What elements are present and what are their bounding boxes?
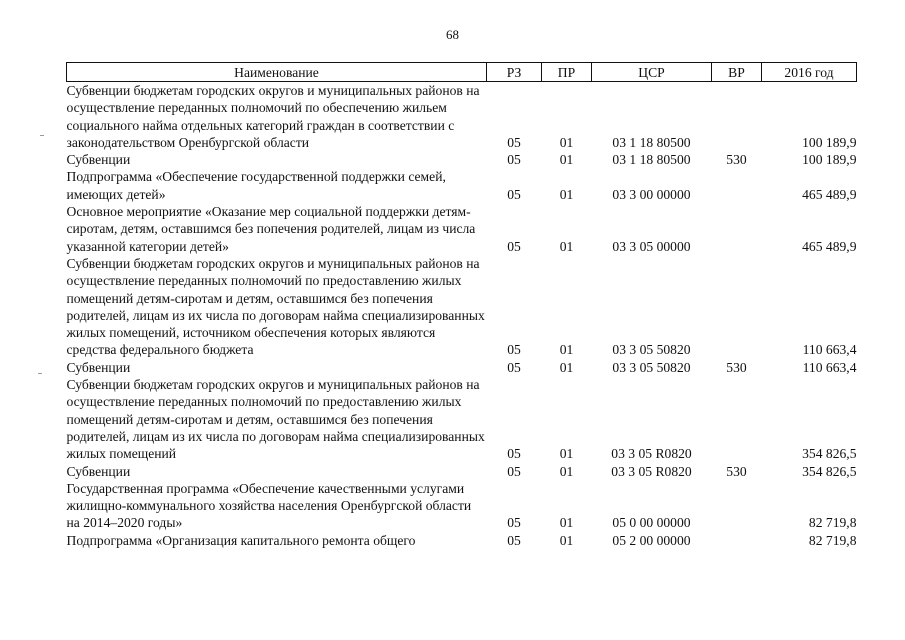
row-name: Подпрограмма «Организация капитального ремонта общего — [66, 532, 416, 548]
row-pr: 01 — [559, 532, 574, 548]
row-rz: 05 — [507, 463, 521, 479]
table-row — [67, 359, 857, 376]
row-csr: 03 1 18 80500 — [612, 152, 691, 168]
row-vr — [712, 532, 762, 549]
row-rz: 05 — [507, 532, 521, 548]
row-vr — [712, 203, 762, 255]
row-name: Субвенции — [66, 359, 131, 375]
row-pr: 01 — [559, 463, 574, 479]
row-rz: 05 — [507, 186, 521, 202]
row-rz: 05 — [507, 134, 521, 150]
row-csr: 03 3 05 R0820 — [611, 463, 692, 479]
row-amount: 354 826,5 — [802, 463, 857, 479]
row-pr: 01 — [559, 134, 574, 150]
row-name: Субвенции — [66, 463, 131, 479]
scan-artifact-mark — [40, 135, 44, 136]
row-csr: 03 1 18 80500 — [612, 134, 691, 150]
row-csr: 03 3 05 50820 — [612, 342, 691, 358]
table-body — [67, 82, 857, 550]
row-amount: 110 663,4 — [802, 342, 857, 358]
table-row — [67, 151, 857, 168]
row-csr: 03 3 05 R0820 — [611, 446, 692, 462]
row-amount: 354 826,5 — [802, 446, 857, 462]
row-vr: 530 — [726, 152, 747, 168]
row-amount: 100 189,9 — [802, 134, 857, 150]
row-vr — [712, 255, 762, 359]
table-row — [67, 463, 857, 480]
row-csr: 03 3 00 00000 — [612, 186, 691, 202]
row-pr: 01 — [559, 342, 574, 358]
table-row — [67, 480, 857, 532]
row-pr: 01 — [559, 152, 574, 168]
row-csr: 05 0 00 00000 — [612, 515, 691, 531]
row-name: Субвенции — [66, 152, 131, 168]
row-vr: 530 — [726, 463, 747, 479]
row-amount: 82 719,8 — [808, 515, 857, 531]
row-rz: 05 — [507, 446, 521, 462]
row-name: Подпрограмма «Обеспечение государственной поддержки семей, имеющих детей» — [66, 169, 446, 202]
row-amount: 465 489,9 — [802, 238, 857, 254]
header-pr: ПР — [542, 63, 592, 82]
budget-table — [66, 62, 857, 549]
row-amount: 465 489,9 — [802, 186, 857, 202]
row-rz: 05 — [507, 238, 521, 254]
header-name: Наименование — [67, 63, 487, 82]
table-row — [67, 376, 857, 462]
row-vr — [712, 480, 762, 532]
row-amount: 82 719,8 — [808, 532, 857, 548]
row-rz: 05 — [507, 359, 521, 375]
table-header — [67, 63, 857, 82]
row-rz: 05 — [507, 152, 521, 168]
row-name: Субвенции бюджетам городских округов и муниципальных районов на осуществление переданных полномочий по предоставлению жилых помещений детям-сиротам и детям, оставшимся без попечения родителей, лицам из их числа по договорам найма специализированных жилых помещений, источником обеспечения которых являются средства федерального бюджета — [66, 255, 485, 358]
row-vr: 530 — [726, 359, 747, 375]
table-row — [67, 255, 857, 359]
row-pr: 01 — [559, 186, 574, 202]
row-pr: 01 — [559, 515, 574, 531]
table-row — [67, 203, 857, 255]
row-name: Основное мероприятие «Оказание мер социальной поддержки детям-сиротам, детям, оставшимся без попечения родителей, лицам из числа указанной категории детей» — [66, 204, 476, 254]
row-pr: 01 — [559, 238, 574, 254]
row-rz: 05 — [507, 342, 521, 358]
header-vr: ВР — [712, 63, 762, 82]
row-csr: 03 3 05 00000 — [612, 238, 691, 254]
row-vr — [712, 82, 762, 152]
row-amount: 100 189,9 — [802, 152, 857, 168]
row-name: Субвенции бюджетам городских округов и муниципальных районов на осуществление переданных полномочий по предоставлению жилых помещений детям-сиротам и детям, оставшимся без попечения родителей, лицам из их числа по договорам найма специализированных жилых помещений — [66, 377, 485, 462]
row-pr: 01 — [559, 446, 574, 462]
header-year: 2016 год — [762, 63, 857, 82]
header-rz: РЗ — [487, 63, 542, 82]
scan-artifact-mark — [38, 373, 42, 374]
page-number: 68 — [446, 27, 459, 42]
row-amount: 110 663,4 — [802, 359, 857, 375]
table-row — [67, 168, 857, 203]
table-row — [67, 82, 857, 152]
row-name: Субвенции бюджетам городских округов и муниципальных районов на осуществление переданных полномочий по обеспечению жильем социального найма отдельных категорий граждан в соответствии с законодательством Оренбургской области — [66, 83, 480, 150]
row-vr — [712, 376, 762, 462]
table-row — [67, 532, 857, 549]
row-rz: 05 — [507, 515, 521, 531]
row-name: Государственная программа «Обеспечение качественными услугами жилищно-коммунального хозяйства населения Оренбургской области на 2014–2020 годы» — [66, 480, 472, 531]
row-vr — [712, 168, 762, 203]
row-csr: 05 2 00 00000 — [612, 532, 691, 548]
header-csr: ЦСР — [592, 63, 712, 82]
row-csr: 03 3 05 50820 — [612, 359, 691, 375]
row-pr: 01 — [559, 359, 574, 375]
